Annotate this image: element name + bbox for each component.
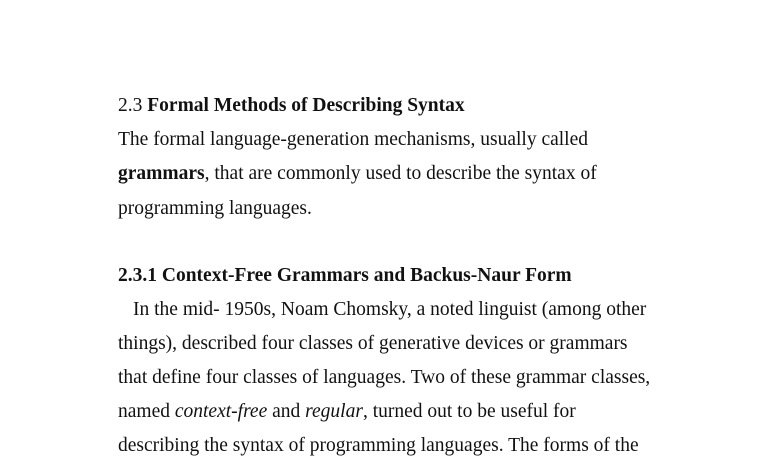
paragraph-line	[118, 162, 597, 186]
paragraph-text: , that are commonly used to describe the syntax of	[204, 163, 597, 184]
paragraph-text: named	[118, 401, 175, 422]
paragraph-line: describing the syntax of programming languages. The forms of the	[118, 435, 639, 456]
paragraph-line: In the mid- 1950s, Noam Chomsky, a noted linguist (among other	[133, 299, 647, 320]
section-number: 2.3	[118, 95, 143, 116]
paragraph-line: things), described four classes of generative devices or grammars	[118, 333, 628, 354]
paragraph-line	[118, 400, 576, 424]
paragraph-line: programming languages.	[118, 198, 312, 219]
term-regular: regular	[305, 401, 363, 422]
section-2-3-heading	[118, 94, 465, 118]
paragraph-line: that define four classes of languages. Two of these grammar classes,	[118, 367, 651, 388]
term-context-free: context-free	[174, 401, 268, 422]
paragraph-text: , turned out to be useful for	[362, 401, 576, 422]
subsection-title: 2.3.1 Context-Free Grammars and Backus-Naur Form	[118, 265, 572, 286]
term-grammars: grammars	[118, 163, 205, 184]
subsection-heading	[118, 264, 572, 288]
paragraph-line: The formal language-generation mechanisms, usually called	[118, 129, 588, 150]
paragraph-text: and	[267, 401, 306, 422]
section-title: Formal Methods of Describing Syntax	[147, 95, 465, 116]
